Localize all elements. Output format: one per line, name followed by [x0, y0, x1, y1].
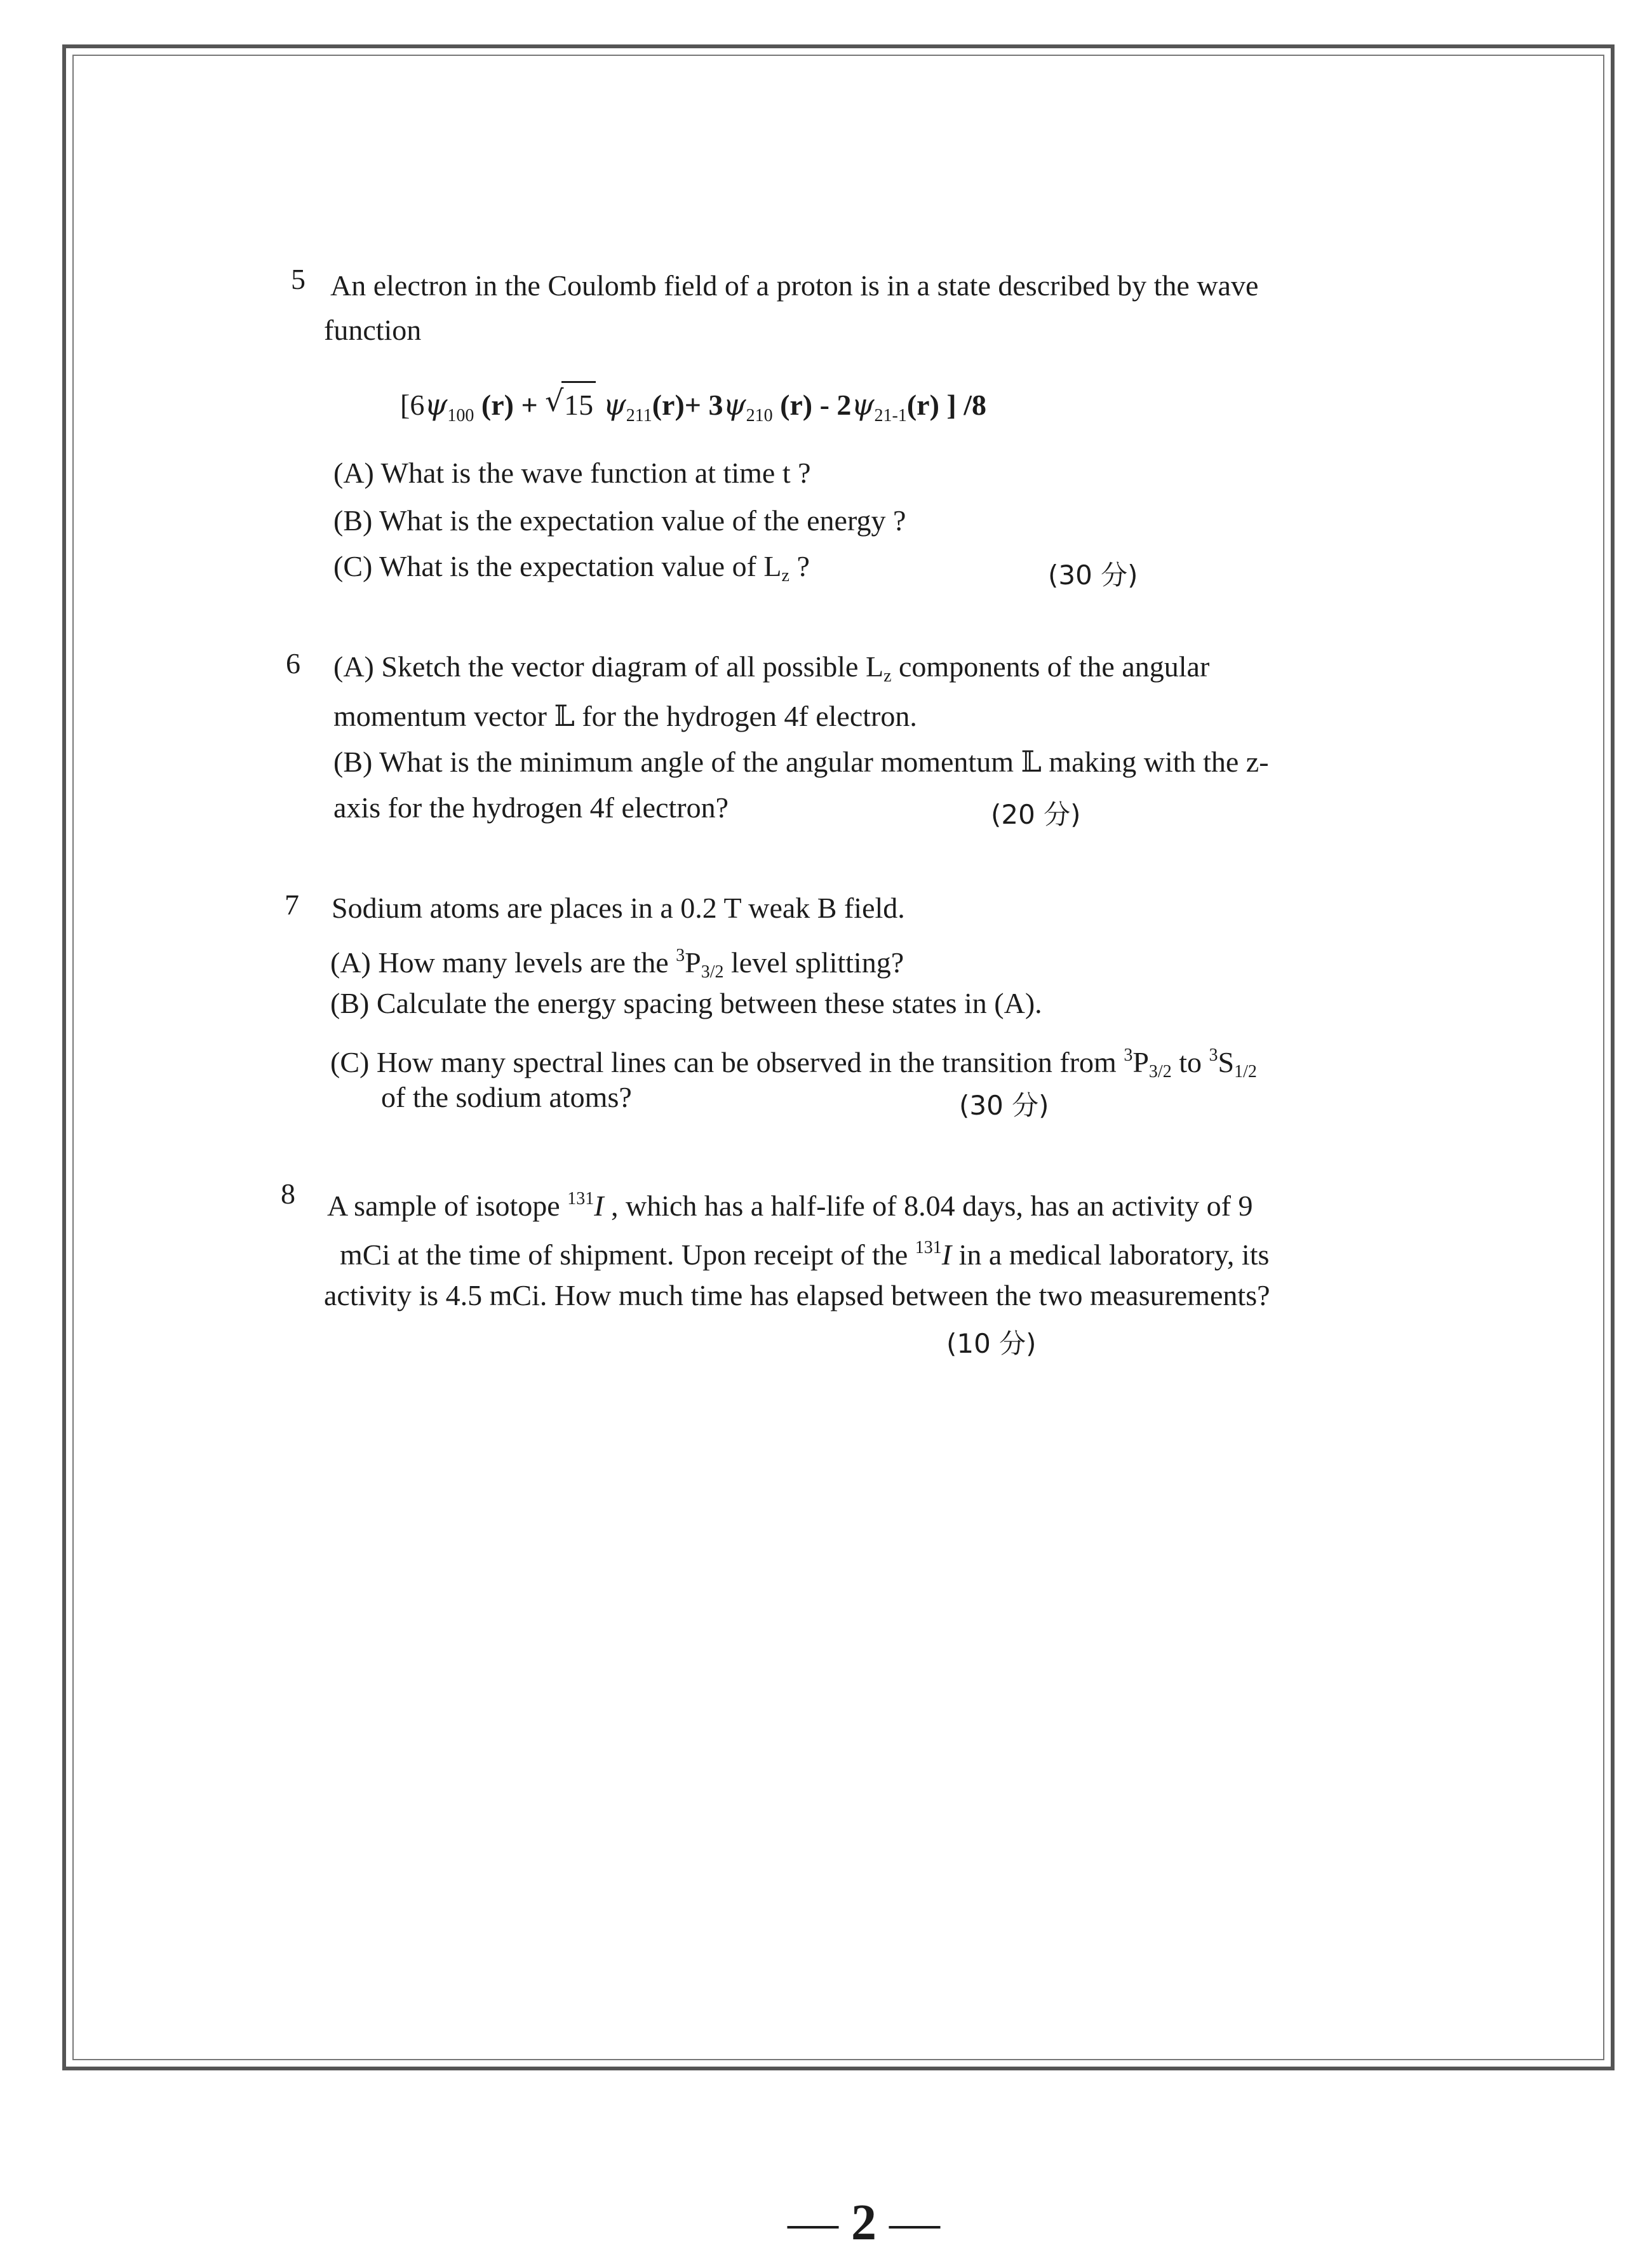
text: (C) How many spectral lines can be observed in the transition from: [330, 1046, 1124, 1078]
page-dash: —: [889, 2195, 940, 2251]
eq-subscript: 21-1: [874, 406, 907, 426]
superscript: 3: [1124, 1045, 1133, 1065]
eq-text: (r) +: [474, 389, 546, 421]
text: to: [1171, 1046, 1209, 1078]
superscript: 3: [1209, 1045, 1218, 1065]
page-number: [788, 2194, 940, 2251]
text: components of the angular: [891, 650, 1210, 683]
eq-subscript: 210: [746, 406, 773, 426]
subscript: z: [883, 666, 892, 686]
text: A sample of isotope: [327, 1190, 568, 1222]
eq-text: (r)+ 3: [652, 389, 723, 421]
question-number: 5: [291, 263, 306, 295]
subscript: 3/2: [701, 962, 724, 982]
sub-question-a: (A) What is the wave function at time t ?: [333, 457, 811, 489]
psi-symbol: ψ: [603, 387, 626, 422]
sub-question-b: (B) What is the minimum angle of the angular momentum 𝕃 making with the z-: [333, 746, 1269, 778]
question-number: 8: [281, 1177, 295, 1210]
superscript: 3: [676, 946, 685, 965]
page-dash: —: [788, 2195, 838, 2251]
eq-text: [6: [400, 389, 425, 421]
sub-question-a-cont: momentum vector 𝕃 for the hydrogen 4f electron.: [333, 700, 917, 732]
question-number: 7: [285, 888, 299, 921]
eq-text: (r) - 2: [772, 389, 852, 421]
text: , which has a half-life of 8.04 days, has an activity of 9: [603, 1190, 1253, 1222]
score-text: (30 分): [959, 1090, 1049, 1121]
sub-question-c: [333, 547, 810, 595]
text: (C) What is the expectation value of L: [333, 550, 782, 582]
question-text: function: [324, 314, 422, 346]
superscript: 131: [567, 1189, 594, 1209]
eq-sqrt-value: 15: [561, 381, 596, 427]
sub-question-a: [330, 937, 904, 991]
text: in a medical laboratory, its: [951, 1238, 1270, 1271]
text: P: [685, 946, 701, 979]
question-text: Sodium atoms are places in a 0.2 T weak B field.: [332, 892, 905, 924]
score-label: [946, 1324, 1037, 1363]
sqrt-symbol: √ 15: [545, 381, 596, 427]
question-text: [340, 1229, 1269, 1274]
psi-symbol: ψ: [723, 387, 746, 422]
wave-function-equation: [400, 381, 986, 438]
score-label: [991, 795, 1081, 834]
text: level splitting?: [723, 946, 904, 979]
sub-question-b-cont: axis for the hydrogen 4f electron?: [333, 791, 729, 824]
text: P: [1132, 1046, 1149, 1078]
question-text: activity is 4.5 mCi. How much time has elapsed between the two measurements?: [324, 1279, 1270, 1311]
text: (A) How many levels are the: [330, 946, 676, 979]
text: (A) Sketch the vector diagram of all possible L: [333, 650, 884, 683]
eq-text: (r) ] /8: [906, 389, 986, 421]
question-text: [327, 1180, 1252, 1225]
eq-subscript: 100: [447, 406, 474, 426]
page-number-value: 2: [851, 2195, 876, 2251]
sub-question-a: [333, 648, 1209, 695]
text: mCi at the time of shipment. Upon receipt of the: [340, 1238, 915, 1271]
question-text: An electron in the Coulomb field of a proton is in a state described by the wave: [330, 269, 1259, 302]
score-text: (20 分): [991, 799, 1081, 830]
sub-question-b: (B) What is the expectation value of the energy ?: [333, 504, 906, 537]
text: ?: [789, 550, 810, 582]
subscript: 1/2: [1234, 1062, 1257, 1082]
score-text: (10 分): [946, 1328, 1037, 1359]
sub-question-b: (B) Calculate the energy spacing between these states in (A).: [330, 987, 1042, 1019]
score-label: [959, 1086, 1049, 1125]
superscript: 131: [915, 1238, 942, 1257]
subscript: z: [781, 566, 789, 586]
sub-question-c-cont: of the sodium atoms?: [381, 1081, 632, 1113]
psi-symbol: ψ: [424, 387, 448, 422]
eq-subscript: 211: [626, 406, 652, 426]
italic-text: I: [594, 1190, 604, 1222]
italic-text: I: [941, 1238, 952, 1271]
subscript: 3/2: [1148, 1062, 1172, 1082]
text: S: [1218, 1046, 1235, 1078]
score-label: [1048, 556, 1138, 594]
question-number: 6: [286, 647, 300, 680]
psi-symbol: ψ: [851, 387, 875, 422]
score-text: (30 分): [1048, 560, 1138, 591]
